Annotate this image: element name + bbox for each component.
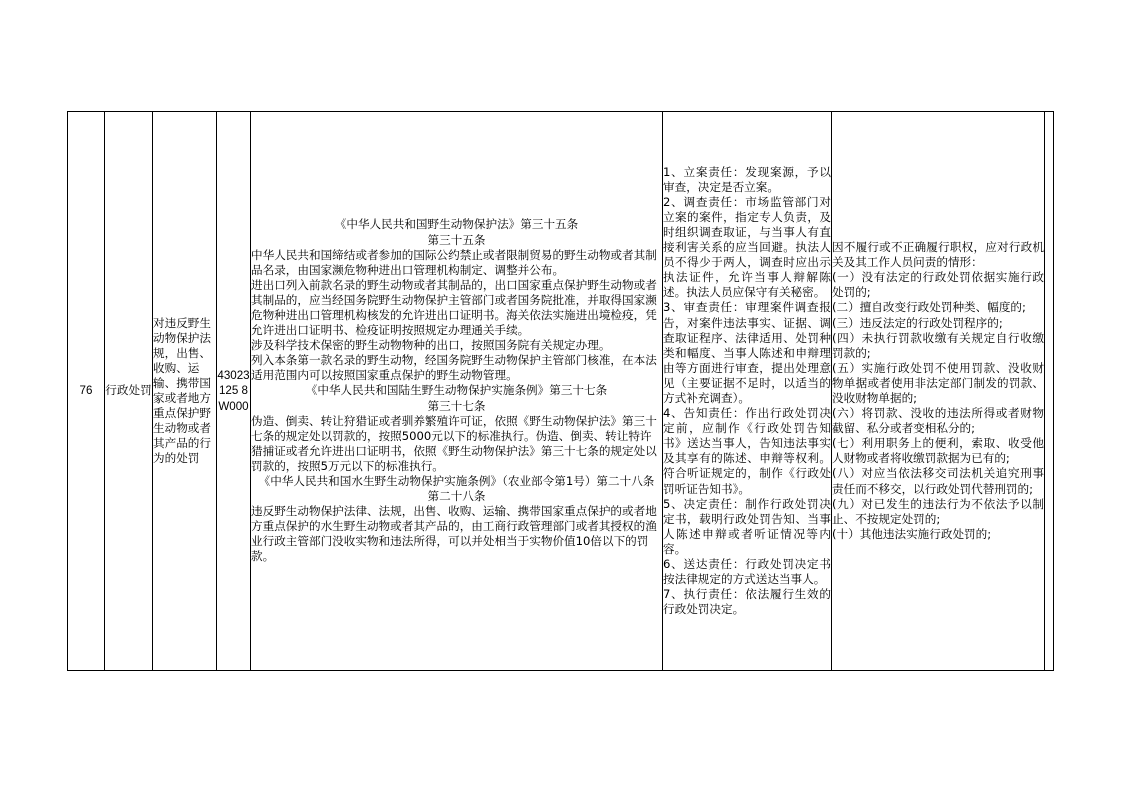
item-code: 43023125 8W000 [217, 112, 251, 671]
legal-basis-paragraph: 伪造、倒卖、转让狩猎证或者驯养繁殖许可证，依照《野生动物保护法》第三十七条的规定处以罚款的，按照5000元以下的标准执行。伪造、倒卖、转让特许猎捕证或者允许进出口证明书，依照《野生动物保护法》第三十七条的规定处以罚款的，按照5万元以下的标准执行。 [251, 413, 657, 473]
accountability-item: (六）将罚款、没收的违法所得或者财物截留、私分或者变相私分的; [832, 406, 1044, 436]
legal-basis-text [251, 217, 662, 564]
accountability-items [832, 112, 1045, 671]
accountability-item: (十）其他违法实施行政处罚的; [832, 526, 992, 541]
accountability-item: (八）对应当依法移交司法机关追究刑事责任而不移交，以行政处罚代替刑罚的; [832, 466, 1044, 496]
accountability-item: (九）对已发生的违法行为不依法予以制止、不按规定处罚的; [832, 496, 1044, 526]
responsibility-text [663, 165, 831, 618]
legal-basis-paragraph: 列入本条第一款名录的野生动物，经国务院野生动物保护主管部门核准，在本法适用范围内可以按照国家重点保护的野生动物管理。 [251, 353, 657, 383]
legal-basis-paragraph: 《中华人民共和国水生野生动物保护实施条例》（农业部令第1号）第二十八条 [258, 474, 655, 489]
legal-basis-paragraph: 第三十七条 [427, 398, 486, 413]
table-row [68, 112, 1054, 671]
responsibility-item: 6、送达责任：行政处罚决定书按法律规定的方式送达当事人。 [663, 557, 831, 587]
responsibility-item: 3、审查责任：审理案件调查报告，对案件违法事实、证据、调查取证程序、法律适用、处罚种类和幅度、当事人陈述和申辩理由等方面进行审查，提出处理意见（主要证据不足时，以适当的方式补充调查）。 [663, 300, 831, 405]
responsibility-item: 7、执行责任：依法履行生效的行政处罚决定。 [663, 587, 831, 617]
authority-type: 行政处罚 [105, 112, 153, 671]
responsibility-item: 2、调查责任：市场监管部门对立案的案件，指定专人负责，及时组织调查取证，与当事人有直接利害关系的应当回避。执法人员不得少于两人，调查时应出示执法证件，允许当事人辩解陈述。执法人员应保守有关秘密。 [663, 194, 831, 300]
remarks-cell [1045, 112, 1054, 671]
legal-basis-paragraph: 第二十八条 [427, 489, 486, 504]
responsibility-item: 4、告知责任：作出行政处罚决定前，应制作《行政处罚告知书》送达当事人，告知违法事实及其享有的陈述、申辩等权利。符合听证规定的，制作《行政处罚听证告知书》。 [663, 406, 831, 496]
legal-basis-paragraph: 进出口列入前款名录的野生动物或者其制品的，出口国家重点保护野生动物或者其制品的，应当经国务院野生动物保护主管部门或者国务院批准，并取得国家濒危物种进出口管理机构核发的允许进出口证明书。海关依法实施进出境检疫，凭允许进出口证明书、检疫证明按照规定办理通关手续。 [251, 277, 657, 338]
accountability-item: (四）未执行罚款收缴有关规定自行收缴罚款的; [832, 330, 1044, 360]
legal-basis-paragraph: 《中华人民共和国野生动物保护法》第三十五条 [334, 217, 579, 232]
legal-basis-paragraph: 第三十五条 [427, 232, 486, 247]
responsibility-item: 5、决定责任：制作行政处罚决定书，载明行政处罚告知、当事人陈述申辩或者听证情况等内容。 [663, 496, 831, 556]
accountability-item: 因不履行或不正确履行职权，应对行政机关及其工作人员问责的情形： [832, 240, 1044, 270]
authority-table [67, 111, 1054, 671]
responsibility-items [663, 112, 832, 671]
accountability-item: (三）违反法定的行政处罚程序的; [832, 315, 1003, 330]
responsibility-item: 1、立案责任：发现案源，予以审查，决定是否立案。 [663, 164, 831, 194]
legal-basis-paragraph: 《中华人民共和国陆生野生动物保护实施条例》第三十七条 [305, 383, 608, 398]
accountability-item: (五）实施行政处罚不使用罚款、没收财物单据或者使用非法定部门制发的罚款、没收财物单据的; [832, 360, 1044, 405]
legal-basis [251, 112, 663, 671]
item-name: 对违反野生动物保护法规，出售、收购、运输、携带国家或者地方重点保护野生动物或者其产品的行为的处罚 [153, 112, 217, 671]
row-number: 76 [68, 112, 105, 671]
accountability-text [832, 240, 1044, 542]
accountability-item: (二）擅自改变行政处罚种类、幅度的; [832, 300, 1026, 315]
legal-basis-paragraph: 违反野生动物保护法律、法规，出售、收购、运输、携带国家重点保护的或者地方重点保护的水生野生动物或者其产品的，由工商行政管理部门或者其授权的渔业行政主管部门没收实物和违法所得，可以并处相当于实物价值10倍以下的罚款。 [251, 504, 657, 564]
legal-basis-paragraph: 涉及科学技术保密的野生动物物种的出口，按照国务院有关规定办理。 [251, 338, 611, 353]
accountability-item: (七）利用职务上的便利，索取、收受他人财物或者将收缴罚款据为已有的; [832, 436, 1044, 466]
accountability-item: (一）没有法定的行政处罚依据实施行政处罚的; [832, 270, 1044, 300]
legal-basis-paragraph: 中华人民共和国缔结或者参加的国际公约禁止或者限制贸易的野生动物或者其制品名录，由国家濒危物种进出口管理机构制定、调整并公布。 [251, 247, 657, 277]
